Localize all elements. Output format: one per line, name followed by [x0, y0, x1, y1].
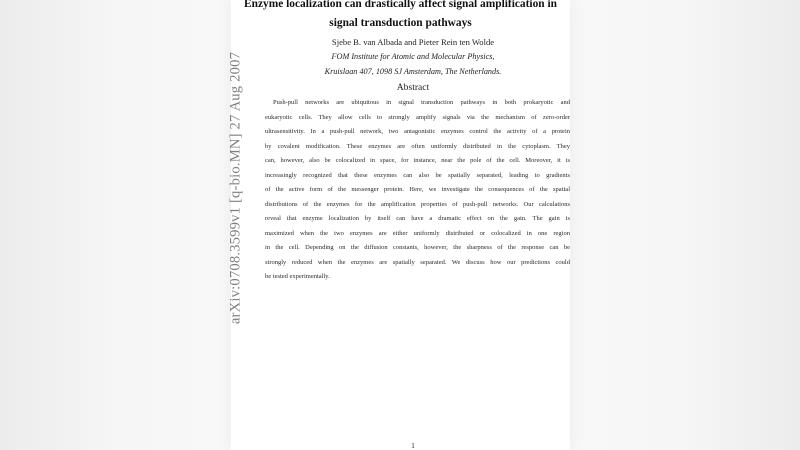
abstract-line: be tested experimentally. — [265, 273, 330, 280]
arxiv-identifier: arXiv:0708.3599v1 [q-bio.MN] 27 Aug 2007 — [227, 51, 244, 325]
abstract-line: Push-pull networks are ubiquitous in signal transduction pathways in both prokaryotic and — [273, 99, 570, 106]
paper-title — [231, 0, 570, 33]
abstract-line: eukaryotic cells. They allow cells to strongly amplify signals via the mechanism of zero-order — [265, 113, 570, 121]
abstract-line: of the active form of the messenger protein. Here, we investigate the consequences of the spatial — [265, 186, 570, 193]
title-line: signal transduction pathways — [329, 17, 472, 29]
affiliation-line: Kruislaan 407, 1098 SJ Amsterdam, The Netherlands. — [324, 67, 502, 76]
affiliation-line: FOM Institute for Atomic and Molecular Physics, — [331, 52, 495, 61]
abstract-body — [265, 96, 570, 285]
abstract-line: distributions of the enzymes for the amplification properties of push-pull networks. Our calculations — [265, 200, 570, 208]
abstract-line: by covalent modification. These enzymes are often uniformly distributed in the cytoplasm. They — [265, 142, 570, 150]
abstract-line: maximized when the two enzymes are either uniformly distributed or colocalized in one region — [265, 229, 570, 237]
title-line: Enzyme localization can drastically affect signal amplification in — [244, 0, 557, 10]
author-list: Sjebe B. van Albada and Pieter Rein ten Wolde — [331, 37, 495, 47]
abstract-line: can, however, also be colocalized in space, for instance, near the pole of the cell. Moreover, it is — [265, 157, 570, 164]
abstract-line: strongly reduced when the enzymes are spatially separated. We discuss how our predictions could — [265, 258, 570, 266]
page-number: 1 — [411, 441, 415, 450]
abstract-heading: Abstract — [396, 82, 430, 93]
abstract-line: in the cell. Depending on the diffusion constants, however, the sharpness of the response can be — [265, 244, 570, 251]
abstract-line: ultrasensitivity. In a push-pull network, two antagonistic enzymes control the activity of a protein — [265, 128, 570, 135]
abstract-line: increasingly recognized that these enzymes can also be spatially separated, leading to gradients — [265, 171, 570, 179]
abstract-line: reveal that enzyme localization by itself can have a dramatic effect on the gain. The gain is — [265, 215, 570, 222]
